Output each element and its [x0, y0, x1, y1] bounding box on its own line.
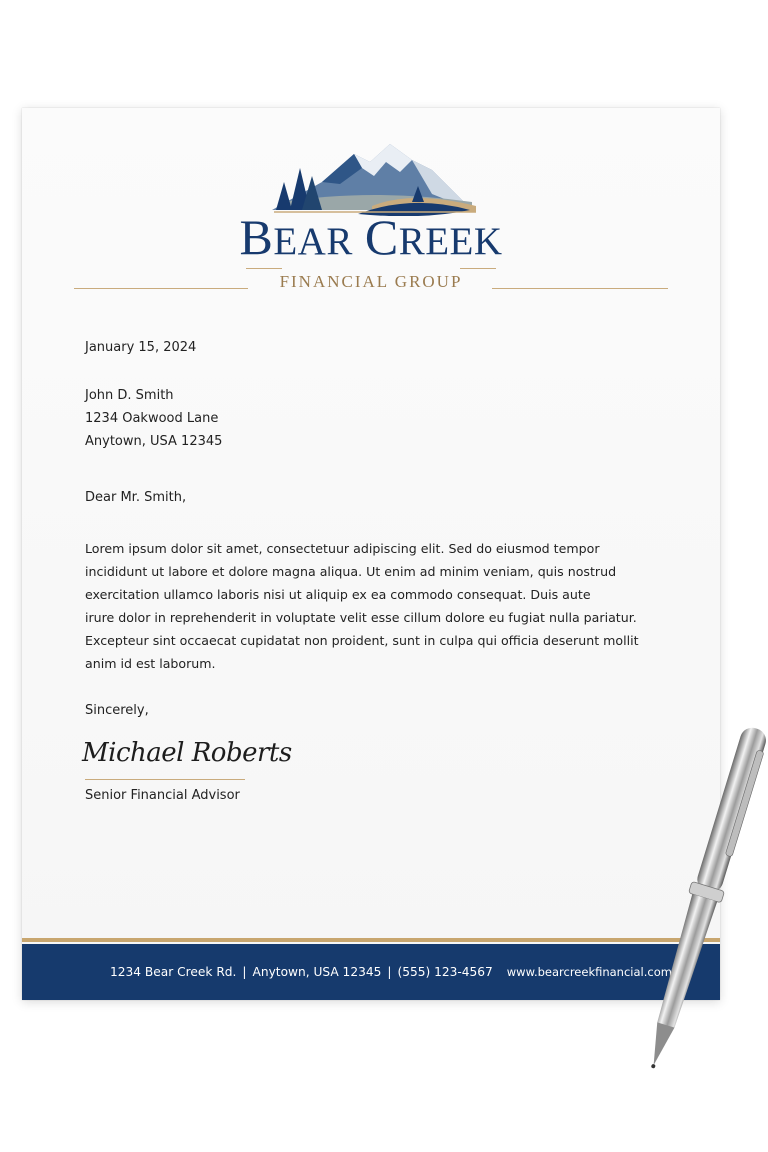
recipient-address — [85, 384, 222, 453]
footer-separator: | — [242, 965, 247, 979]
subtitle-rule-left — [246, 268, 282, 269]
letter-body: Lorem ipsum dolor sit amet, consectetuur adipiscing elit. Sed do eiusmod tempor incididunt ut labore et dolore magna aliqua. Ut enim ad minim veniam, quis nostrud exercitation ullamco laboris nisi ut aliquip ex ea commodo consequat. Duis aute irure dolor in reprehenderit in voluptate velit esse cillum dolore eu fugiat nulla pariatur. Excepteur sint occaecat cupidatat non proident, sunt in culpa qui officia deserunt mollit anim id est laborum. — [85, 541, 639, 671]
signer-title: Senior Financial Advisor — [85, 788, 240, 803]
letter-date: January 15, 2024 — [85, 340, 197, 355]
footer-separator: | — [387, 965, 392, 979]
brand-name-first: BEAR — [239, 209, 353, 265]
salutation: Dear Mr. Smith, — [85, 490, 187, 505]
signature: Michael Roberts — [82, 738, 292, 768]
mountain-lake-logo-icon — [262, 132, 482, 216]
recipient-city: Anytown, USA 12345 — [85, 434, 223, 449]
brand-name-second: CREEK — [364, 209, 503, 265]
footer-website[interactable]: www.bearcreekfinancial.com — [506, 965, 672, 979]
footer-city: Anytown, USA 12345 — [252, 965, 382, 979]
brand-subtitle: FINANCIAL GROUP — [279, 272, 463, 291]
brand-name — [22, 209, 720, 265]
header-rule-right — [492, 288, 668, 289]
footer-phone: (555) 123-4567 — [397, 965, 493, 979]
signature-line — [85, 779, 245, 780]
recipient-name: John D. Smith — [85, 388, 174, 403]
subtitle-rule-right — [460, 268, 496, 269]
closing: Sincerely, — [85, 703, 149, 718]
pen-icon — [600, 700, 768, 1120]
header-rule-left — [74, 288, 248, 289]
footer-address: 1234 Bear Creek Rd. — [110, 965, 237, 979]
recipient-street: 1234 Oakwood Lane — [85, 411, 219, 426]
